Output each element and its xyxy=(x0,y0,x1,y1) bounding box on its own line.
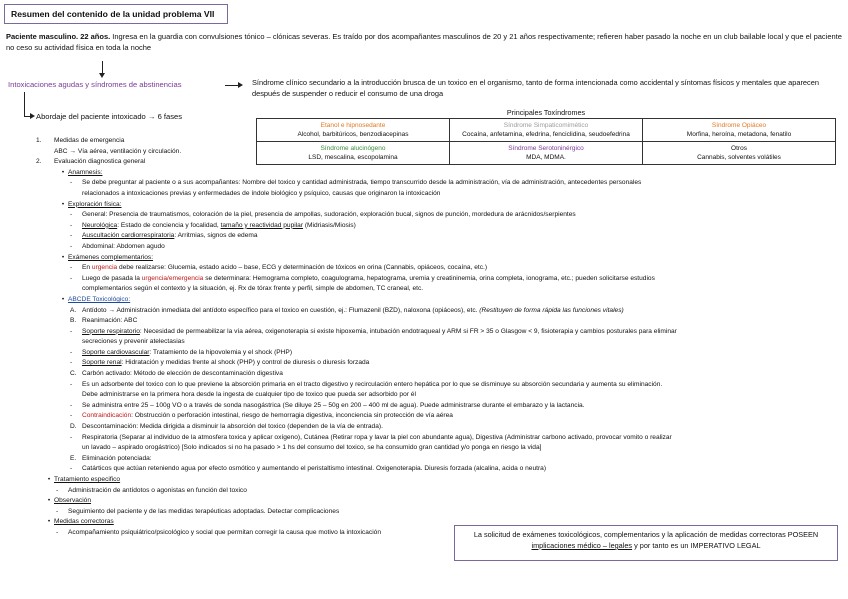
case-text: Ingresa en la guardia con convulsiones tónico – clónicas severas. Es traído por dos acompañantes masculinos de 20 y 21 años respectivamente; refieren haber pasado la noche en un club bailable local y que el paciente no ceso su actividad física en toda la noche xyxy=(6,32,842,52)
bullet-icon: • xyxy=(61,168,65,176)
list-item: - Acompañamiento psiquiátrico/psicológico y social que permitan corregir la causa que motivo la intoxicación xyxy=(56,528,842,539)
fases-list xyxy=(36,136,842,539)
bullet-icon: • xyxy=(47,518,51,526)
dash-icon: - xyxy=(70,211,73,219)
dash-icon: - xyxy=(70,327,73,335)
case-label: Paciente masculino. 22 años. xyxy=(6,32,111,41)
list-item: • ABCDE Toxicológico: xyxy=(58,295,842,306)
list-item: - Neurológica: Estado de conciencia y focalidad, tamaño y reactividad pupilar (Midriasis/Miosis) xyxy=(70,221,842,232)
list-item: relacionados a intoxicaciones previas y enfermedades de índole biológico y psíquico, causas que originaron la intoxicación xyxy=(82,189,441,197)
dash-icon: - xyxy=(70,380,73,388)
list-item: complementarios según el contexto y la situación, ej. Rx de tórax frente y perfil, simple de abdomen, TC craneal, etc. xyxy=(82,285,424,293)
dash-icon: - xyxy=(70,359,73,367)
list-item: ABC → Vía aérea, ventilación y circulación. xyxy=(54,147,182,155)
toxidrome-agents: Alcohol, barbitúricos, benzodiacepinas xyxy=(297,131,409,138)
list-item: • Observación xyxy=(44,496,842,507)
arrow-right-icon xyxy=(225,85,241,86)
elbow-connector xyxy=(24,92,25,116)
list-item: - Catárticos que actúan reteniendo agua por efecto osmótico y aumentando el peristaltismo intestinal. Oxigenoterapia. Diuresis forzada (alcalina, acida o neutra) xyxy=(70,464,842,475)
page-title: Resumen del contenido de la unidad problema VII xyxy=(4,4,228,24)
arrow-right-icon xyxy=(24,116,33,117)
dash-icon: - xyxy=(70,264,73,272)
list-item: D. Descontaminación: Medida dirigida a disminuir la absorción del toxico (dependen de la vía de entrada). xyxy=(70,423,383,431)
toxidrome-agents: MDA, MDMA. xyxy=(526,154,566,161)
list-item: secreciones y prevenir atelectasias xyxy=(82,338,185,346)
dash-icon: - xyxy=(70,401,73,409)
toxidromes-title: Principales Toxíndromes xyxy=(506,108,586,117)
toxidrome-agents: Cocaína, anfetamina, efedrina, fenciclidina, seudoefedrina xyxy=(462,131,630,138)
dash-icon: - xyxy=(70,433,73,441)
case-description xyxy=(6,31,842,53)
bullet-icon: • xyxy=(47,476,51,483)
list-item: - Soporte renal: Hidratación y medidas frente al shock (PHP) y control de diuresis o diuresis forzada xyxy=(70,358,842,369)
toxidrome-agents: Morfina, heroína, metadona, fenatilo xyxy=(686,131,792,138)
bullet-icon: • xyxy=(61,253,65,261)
dash-icon: - xyxy=(56,528,59,536)
toxidrome-agents: LSD, mescalina, escopolamina xyxy=(308,154,398,161)
list-item: - Soporte respiratorio: Necesidad de permeabilizar la vía aérea, oxigenoterapia si existe hipoxemia, intubación endotraqueal y ARM si FR > 35 o Glasgow < 9, fisioterapia y cambios posturales para eliminar xyxy=(70,327,842,338)
dash-icon: - xyxy=(56,507,59,515)
legal-note: La solicitud de exámenes toxicológicos, complementarios y la aplicación de medidas correctoras POSEEN implicaciones médico – legales y por tanto es un IMPERATIVO LEGAL xyxy=(454,525,838,561)
list-item: 1. Medidas de emergencia xyxy=(36,137,125,144)
sindrome-definition: Síndrome clínico secundario a la introducción brusca de un toxico en el organismo, tanto de forma intencionada como accidental y síntomas físicos y mentales que aparecen después de suspender o reducir el consumo de una droga xyxy=(252,78,819,98)
list-item: • Anamnesis: xyxy=(58,168,842,179)
list-item: • Exploración física: xyxy=(58,200,842,211)
dash-icon: - xyxy=(70,412,73,420)
list-item: - General: Presencia de traumatismos, coloración de la piel, presencia de ampollas, sudoración, exploración bucal, signos de punción, mordedura de arácnidos/serpientes xyxy=(70,210,842,221)
list-item: - Soporte cardiovascular: Tratamiento de la hipovolemia y el shock (PHP) xyxy=(70,348,842,359)
list-item: Debe administrarse en la primera hora desde la ingesta de cualquier tipo de toxico que pueda ser adsorbido por él xyxy=(82,391,416,399)
dash-icon: - xyxy=(70,242,73,250)
list-item: - Respiratoria (Separar al individuo de la atmosfera toxica y aplicar oxígeno), Cutánea (Retirar ropa y lavar la piel con abundante agua), Digestiva (Administrar carbono activado, provocar vomito o realizar xyxy=(70,433,842,444)
toxidrome-name: Síndrome Opiáceo xyxy=(711,122,767,129)
list-item: - Auscultación cardiorrespiratoria: Arritmias, signos de edema xyxy=(70,231,842,242)
list-item: - Administración de antídotos o agonistas en función del toxico xyxy=(56,486,842,497)
dash-icon: - xyxy=(70,232,73,240)
list-item: - Es un adsorbente del toxico con lo que previene la absorción primaria en el tracto digestivo y recirculación entero hepática por lo que se disminuye su absorción secundaria y aumenta su eliminación. xyxy=(70,380,842,391)
list-item: A. Antídoto → Administración inmediata del antídoto específico para el toxico en cuestión, ej.: Flumazenil (BZD), naloxona (opiáceos), etc. (Restituyen de forma rápida las funciones vitales) xyxy=(70,306,624,314)
arrow-down-icon xyxy=(102,61,103,76)
dash-icon: - xyxy=(70,221,73,229)
list-item: - Contraindicación: Obstrucción o perforación intestinal, riesgo de hemorragia digestiva, inconciencia sin protección de vía aérea xyxy=(70,411,842,422)
list-item: - Abdominal: Abdomen agudo xyxy=(70,242,842,253)
dash-icon: - xyxy=(70,465,73,473)
list-item: - Seguimiento del paciente y de las medidas terapéuticas adoptadas. Detectar complicaciones xyxy=(56,507,842,518)
dash-icon: - xyxy=(70,348,73,356)
list-item: - En urgencia debe realizarse: Glucemia, estado acido – base, ECG y determinación de tóxicos en orina (Cannabis, opiáceos, cocaína, etc.) xyxy=(70,263,842,274)
toxidrome-agents: Otros Cannabis, solventes volátiles xyxy=(697,145,781,161)
bullet-icon: • xyxy=(61,295,65,303)
toxidrome-name: Etanol e hipnosedante xyxy=(320,122,386,129)
toxidrome-name: Síndrome Serotoninérgico xyxy=(508,145,584,152)
bullet-icon: • xyxy=(61,200,65,208)
list-item: • Medidas correctoras xyxy=(44,517,842,528)
abordaje-heading: Abordaje del paciente intoxicado → 6 fases xyxy=(36,112,183,121)
toxidrome-name: Síndrome Simpaticomimético xyxy=(503,122,589,129)
list-item: C. Carbón activado: Método de elección de descontaminación digestiva xyxy=(70,370,283,378)
list-item: - Se administra entre 25 – 100g VO o a través de sonda nasogástrica (Se diluye 25 – 50g en 200 – 400 ml de agua). Puede administrarse durante el embarazo y la lactancia. xyxy=(70,401,842,412)
list-item: 2. Evaluación diagnostica general xyxy=(36,158,146,166)
list-item: B. Reanimación: ABC xyxy=(70,317,138,325)
list-item: - Luego de pasada la urgencia/emergencia se determinara: Hemograma completo, coagulograma, hepatograma, uremia y creatininemia, orina completa, ionograma, etc.; pueden solicitarse estudios xyxy=(70,274,842,285)
list-item: E. Eliminación potenciada: xyxy=(70,454,152,462)
dash-icon: - xyxy=(56,486,59,494)
list-item: un lavado – aspirado orogástrico) [Solo indicados si no ha pasado > 1 hs del consumo del toxico, se ha consumido gran cantidad y/o ponga en riesgo la vida] xyxy=(82,444,542,452)
dash-icon: - xyxy=(70,274,73,282)
list-item: • Tratamiento especifico xyxy=(44,475,842,486)
list-item: • Exámenes complementarios: xyxy=(58,253,842,264)
toxidrome-name: Síndrome alucinógeno xyxy=(320,145,386,152)
dash-icon: - xyxy=(70,179,73,187)
list-item: - Se debe preguntar al paciente o a sus acompañantes: Nombre del toxico y cantidad administrada, tiempo transcurrido desde la administración, vía de administración, antecedentes personales xyxy=(70,178,842,189)
section-intoxicaciones: Intoxicaciones agudas y síndromes de abstinencias xyxy=(8,80,182,89)
bullet-icon: • xyxy=(47,497,51,505)
